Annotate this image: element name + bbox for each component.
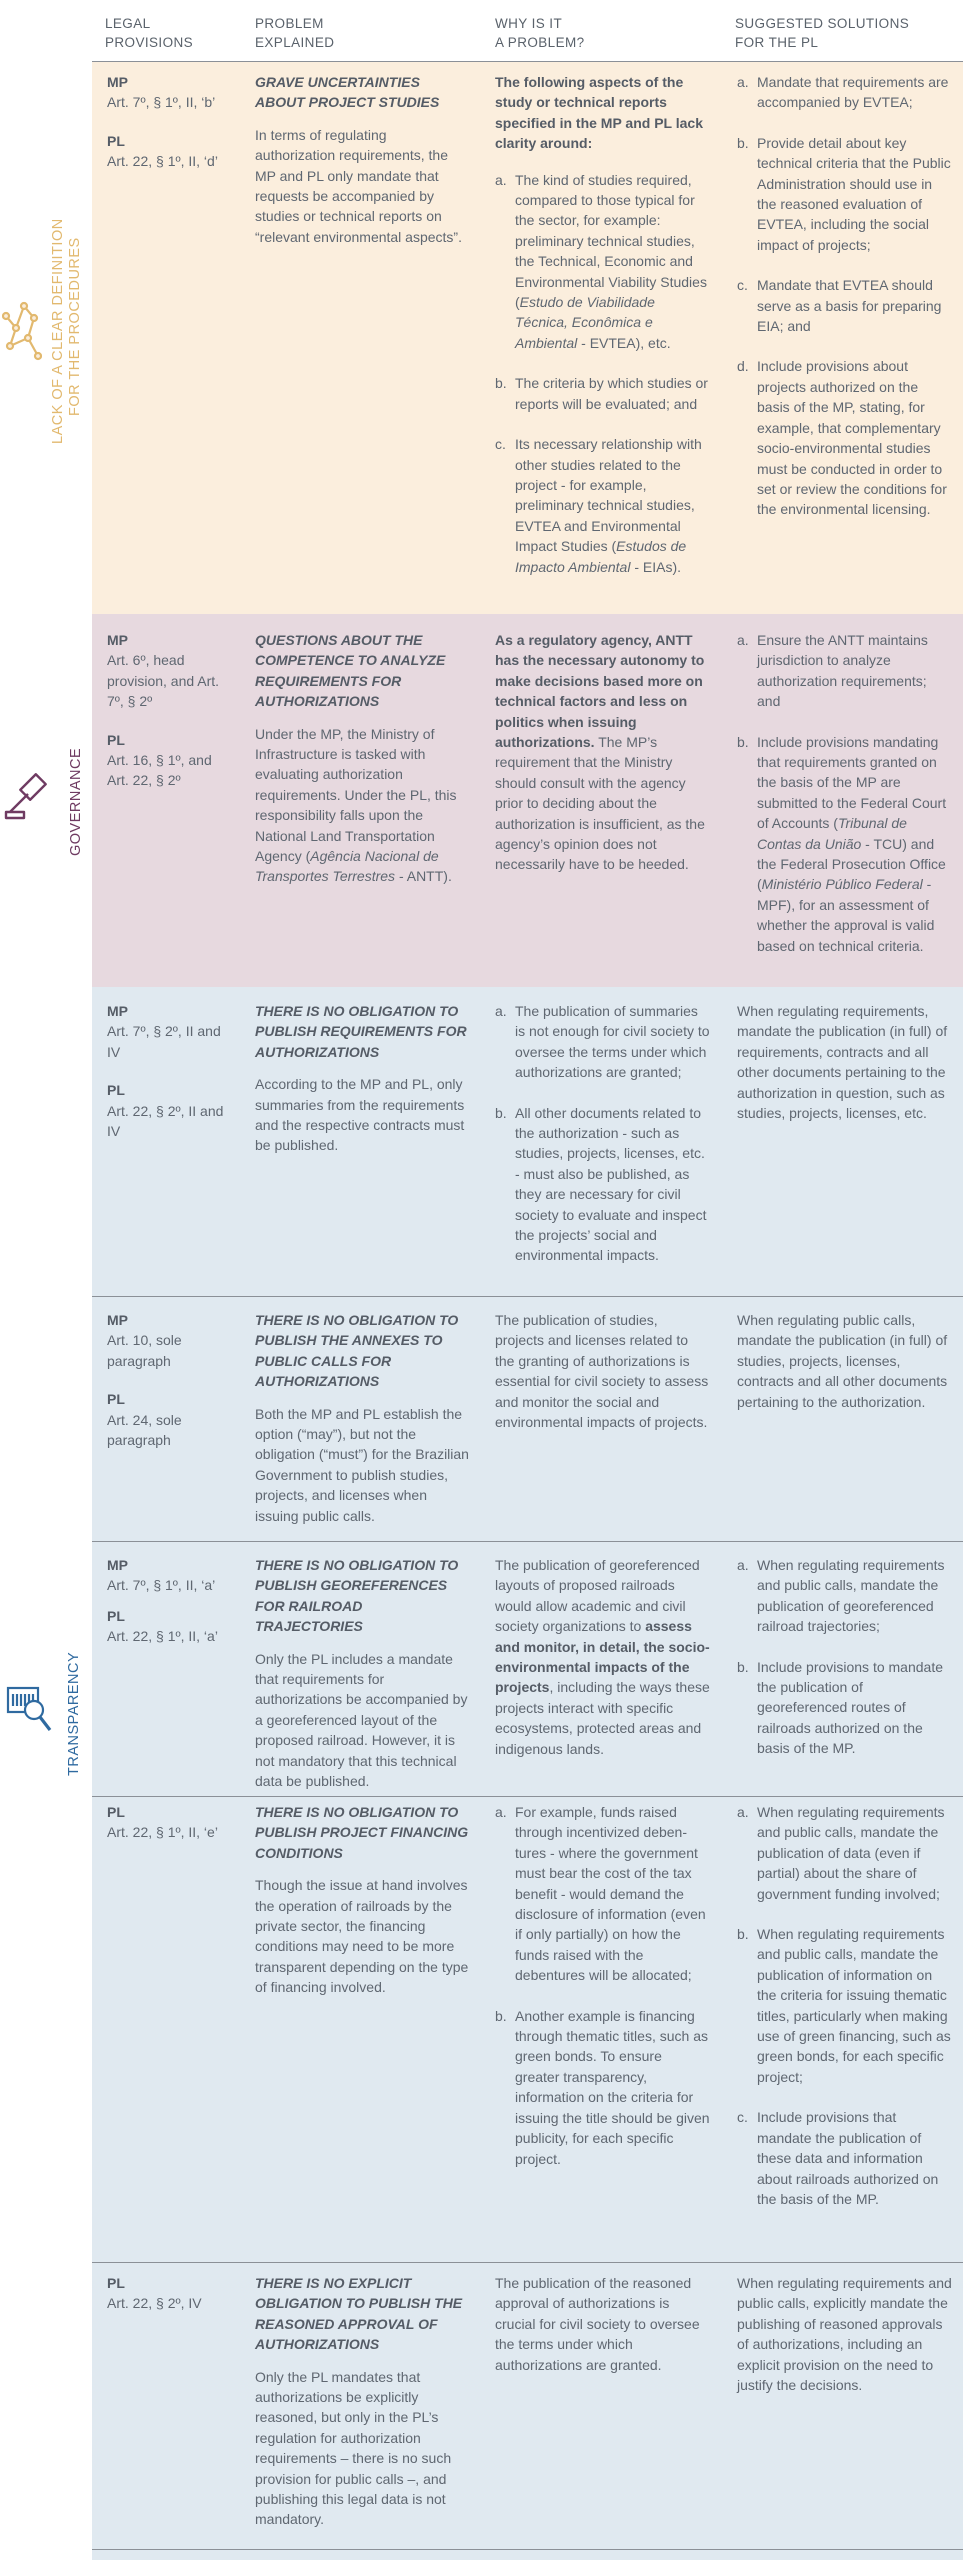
category-label-governance: GOVERNANCE <box>68 747 84 856</box>
network-nodes-icon <box>2 298 42 371</box>
solutions-cell <box>737 1001 952 1123</box>
list-item: b. All other documents related to the authorization - such as studies, projects, licenses, etc. - must also be published, as they are necessary for civil society to evaluate and inspect the projects’ social and environmental impacts. <box>495 1104 707 1264</box>
legal-provisions-cell <box>107 1310 232 1450</box>
law-label: PL <box>107 1607 125 1624</box>
problem-cell <box>255 1310 470 1526</box>
row-divider <box>92 1541 963 1542</box>
law-label: MP <box>107 1557 128 1573</box>
article-ref: Art. 22, § 2º, IV <box>107 2295 202 2312</box>
list-item: b. Provide detail about key technical criteria that the Public Administration should use in the reasoned evaluation of EVTEA, including the social impact of projects; <box>737 134 951 253</box>
solution-text: When regulating requirements and public calls, explicitly mandate the publishing of reasoned approvals of authorizations, including an explicit provision on the need to justify the decisions. <box>737 2275 952 2394</box>
problem-title: THERE IS NO OBLIGATION TO PUBLISH GEOREFERENCES FOR RAILROAD TRAJECTORIES <box>255 1557 459 1635</box>
list-item: c. Mandate that EVTEA should serve as a basis for preparing EIA; and <box>737 277 942 335</box>
solutions-cell <box>737 1802 952 2229</box>
list-item: b. The criteria by which studies or reports will be evaluated; and <box>495 375 708 412</box>
list-item: b. When regulating requirements and public calls, mandate the publication of information on the criteria for issuing thematic titles, particularly when making use of green financing, such as green bonds, for each specific project; <box>737 1926 951 2085</box>
why-text: The publication of the reasoned approval of authorizations is crucial for civil society to oversee the terms under which authorizations are granted. <box>495 2275 700 2373</box>
row-divider <box>92 1796 963 1797</box>
legal-provisions-cell <box>107 630 235 791</box>
why-cell <box>495 1555 710 1759</box>
solution-text: When regulating requirements, mandate the publication (in full) of requirements, contracts and all other documents pertaining to the authorization in question, such as studies, projects, licenses, etc. <box>737 1003 948 1122</box>
problem-text: According to the MP and PL, only summaries from the requirements and the respective contracts must be published. <box>255 1076 465 1154</box>
list-item: a. When regulating requirements and public calls, mandate the publication of georeferenced railroad trajectories; <box>737 1557 945 1635</box>
problem-cell <box>255 1555 470 1791</box>
header-problem-explained: PROBLEM EXPLAINED <box>255 16 335 50</box>
law-label: PL <box>107 1082 125 1099</box>
problem-cell <box>255 1802 470 1998</box>
problem-text: Only the PL mandates that authorizations be explicitly reasoned, but only in the PL’s regulation for authorization requirements – there is no such provision for public calls –, and publishing this legal data is not mandatory. <box>255 2368 452 2528</box>
law-label: MP <box>107 74 128 90</box>
article-ref: Art. 22, § 1º, II, ‘e’ <box>107 1824 218 1841</box>
list-item: a. Mandate that requirements are accompanied by EVTEA; <box>737 74 949 111</box>
solutions-cell <box>737 1555 952 1779</box>
law-label: PL <box>107 1804 125 1820</box>
law-label: PL <box>107 2275 125 2291</box>
problem-title: THERE IS NO EXPLICIT OBLIGATION TO PUBLISH THE REASONED APPROVAL OF AUTHORIZATIONS <box>255 2275 463 2353</box>
table-header <box>0 0 963 61</box>
legal-provisions-cell <box>107 1555 242 1647</box>
law-label: PL <box>107 731 125 748</box>
law-label: PL <box>107 1391 125 1408</box>
list-item: b. Include provisions mandating that requirements granted on the basis of the MP are submitted to the Federal Court of Accounts (Tribunal de Contas da União - TCU) and the Federal Prosecution Office (Ministério Público Federal - MPF), for an assessment of whether the approval is valid based on technical criteria. <box>737 733 947 954</box>
problem-title: THERE IS NO OBLIGATION TO PUBLISH PROJECT FINANCING CONDITIONS <box>255 1804 469 1861</box>
solutions-cell <box>737 630 952 976</box>
problem-text: Though the issue at hand involves the operation of railroads by the private sector, the financing conditions may need to be more transparent depending on the type of financing involved. <box>255 1877 469 1996</box>
problem-text: Under the MP, the Ministry of Infrastructure is tasked with evaluating authorization requirements. Under the PL, this responsibility falls upon the National Land Transportation Agency (Agência Nacional de Transportes Terrestres - ANTT). <box>255 725 457 885</box>
law-label: MP <box>107 1003 128 1019</box>
law-label: MP <box>107 1312 128 1328</box>
list-item: b. Another example is financing through thematic titles, such as green bonds. To ensure greater transparency, information on the criteria for issuing the title should be given publicity, for each specific project. <box>495 2007 710 2167</box>
document-search-icon <box>4 1684 56 1745</box>
solutions-cell <box>737 72 952 540</box>
article-ref: Art. 22, § 2º, II and IV <box>107 1102 224 1140</box>
why-cell <box>495 1001 710 1286</box>
article-ref: Art. 22, § 1º, II, ‘a’ <box>107 1628 218 1645</box>
article-ref: Art. 7º, § 1º, II, ‘a’ <box>107 1577 216 1594</box>
why-cell <box>495 630 710 875</box>
problem-cell <box>255 72 470 247</box>
problem-cell <box>255 1001 470 1156</box>
problem-text: Both the MP and PL establish the option (“may”), but not the obligation (“must”) for the Brazilian Government to publish studies, projects, and licenses when issuing public calls. <box>255 1405 469 1524</box>
header-why-problem: WHY IS IT A PROBLEM? <box>495 16 585 50</box>
solution-text: When regulating public calls, mandate the publication (in full) of studies, projects, licenses, contracts and all other documents pertaining to the authorization. <box>737 1312 948 1410</box>
why-text: The publication of georeferenced layouts of proposed railroads would allow academic and civil society organizations to assess and monitor, in detail, the socio-environmental impacts of the projects, including the ways these projects interact with specific ecosystems, protected areas and indigenous lands. <box>495 1557 710 1757</box>
list-item: c. Include provisions that mandate the publication of these data and information about railroads authorized on the basis of the MP. <box>737 2109 939 2207</box>
list-item: a. Ensure the ANTT maintains jurisdiction to analyze authorization requirements; and <box>737 632 928 710</box>
legal-provisions-cell <box>107 2273 242 2314</box>
row-divider <box>92 2549 963 2550</box>
why-cell <box>495 1310 710 1432</box>
list-item: a. When regulating requirements and public calls, mandate the publication of data (even if partial) about the share of government funding involved; <box>737 1804 945 1902</box>
article-ref: Art. 24, sole paragraph <box>107 1411 182 1449</box>
row-divider <box>92 1296 963 1297</box>
category-label-transparency: TRANSPARENCY <box>66 1651 82 1776</box>
why-text: The publication of studies, projects and licenses related to the granting of authorizations is essential for civil society to assess and monitor the social and environmental impacts of projects. <box>495 1312 709 1431</box>
problem-title: THERE IS NO OBLIGATION TO PUBLISH THE ANNEXES TO PUBLIC CALLS FOR AUTHORIZATIONS <box>255 1312 459 1390</box>
legal-provisions-cell <box>107 1802 242 1843</box>
article-ref: Art. 7º, § 1º, II, ‘b’ <box>107 94 216 111</box>
solutions-cell <box>737 2273 952 2395</box>
why-cell <box>495 2273 710 2375</box>
problem-cell <box>255 2273 470 2530</box>
why-cell <box>495 1802 710 2189</box>
problem-cell <box>255 630 470 887</box>
list-item: b. Include provisions to mandate the publication of georeferenced routes of railroads authorized on the basis of the MP. <box>737 1658 943 1757</box>
problem-title: GRAVE UNCERTAINTIES ABOUT PROJECT STUDIES <box>255 74 440 111</box>
problem-text: In terms of regulating authorization requirements, the MP and PL only mandate that requests be accompanied by studies or technical reports on “relevant environmental aspects”. <box>255 126 462 245</box>
header-legal-provisions: LEGAL PROVISIONS <box>105 16 194 50</box>
problem-text: Only the PL includes a mandate that requirements for authorizations be accompanied by a georeferenced layout of the proposed railroad. However, it is not mandatory that this technical data be published. <box>255 1650 468 1790</box>
article-ref: Art. 7º, § 2º, II and IV <box>107 1023 221 1060</box>
row-divider <box>92 2262 963 2263</box>
problem-title: THERE IS NO OBLIGATION TO PUBLISH REQUIREMENTS FOR AUTHORIZATIONS <box>255 1003 467 1060</box>
law-label: PL <box>107 132 125 149</box>
law-label: MP <box>107 632 128 648</box>
list-item: a. The publication of summaries is not enough for civil society to oversee the terms under which authorizations are granted; <box>495 1003 710 1081</box>
header-suggested-solutions: SUGGESTED SOLUTIONS FOR THE PL <box>735 16 910 50</box>
why-intro: The following aspects of the study or technical reports specified in the MP and PL lack clarity around: <box>495 74 703 152</box>
category-label-procedures: LACK OF A CLEAR DEFINITION <box>50 218 66 444</box>
article-ref: Art. 22, § 1º, II, ‘d’ <box>107 153 218 170</box>
article-ref: Art. 6º, head provision, and Art. 7º, § 2º <box>107 652 220 710</box>
problem-title: QUESTIONS ABOUT THE COMPETENCE TO ANALYZE REQUIREMENTS FOR AUTHORIZATIONS <box>255 632 446 710</box>
solutions-cell <box>737 1310 952 1412</box>
list-item: c. Its necessary relationship with other studies related to the project - for example, preliminary technical studies, EVTEA and Environmental Impact Studies (Estudos de Impacto Ambiental - EIAs). <box>495 436 702 575</box>
list-item: d. Include provisions about projects authorized on the basis of the MP, stating, for example, that complementary socio-environmental studies must be conducted in order to set or review the conditions for the environmental licensing. <box>737 358 947 518</box>
list-item: a. For example, funds raised through incentivized deben- tures - where the government must bear the cost of the tax benefit - would demand the disclosure of information (even if only partially) on how the funds raised with the debentures will be allocated; <box>495 1804 706 1984</box>
list-item: a. The kind of studies required, compared to those typical for the sector, for example: preliminary technical studies, the Technical, Economic and Environmental Viability Studies (Estudo de Viabilidade Técnica, Econômica e Ambiental - EVTEA), etc. <box>495 171 707 351</box>
why-cell <box>495 72 710 597</box>
legal-provisions-cell <box>107 72 242 172</box>
gavel-icon <box>4 772 56 827</box>
article-ref: Art. 16, § 1º, and Art. 22, § 2º <box>107 752 212 789</box>
legal-provisions-cell <box>107 1001 232 1141</box>
why-text: As a regulatory agency, ANTT has the necessary autonomy to make decisions based more on technical factors and less on politics when issuing authorizations. The MP’s requirement that the Ministry should consult with the agency prior to deciding about the authorization is insufficient, as the agency’s opinion does not necessarily have to be heeded. <box>495 632 705 873</box>
article-ref: Art. 10, sole paragraph <box>107 1332 182 1369</box>
category-label-procedures-2: FOR THE PROCEDURES <box>67 237 83 416</box>
